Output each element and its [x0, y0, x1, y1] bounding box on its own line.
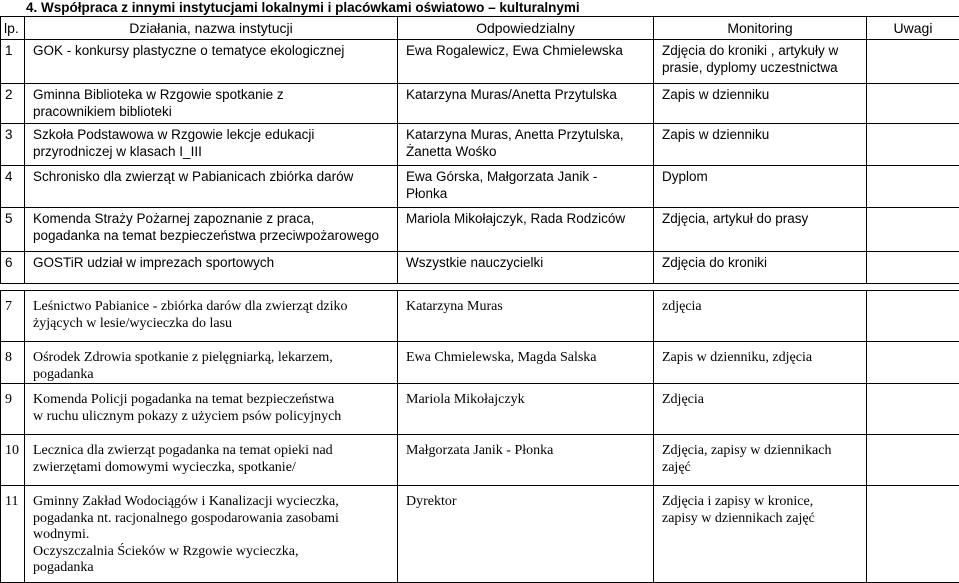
- cell-odpowiedzialny: [398, 166, 654, 208]
- cell-odpowiedzialny: [398, 84, 654, 124]
- cell-odpowiedzialny: [398, 291, 654, 342]
- cell-line: Zdjęcia, artykuł do prasy: [662, 211, 866, 228]
- cell-uwagi: [867, 291, 959, 342]
- cell-line: GOSTiR udział w imprezach sportowych: [33, 255, 397, 272]
- cell-lp: 10: [1, 435, 25, 486]
- cell-odpowiedzialny: [398, 342, 654, 384]
- cell-uwagi: [867, 342, 959, 384]
- cell-line: zdjęcia: [662, 299, 866, 316]
- cell-line: Małgorzata Janik - Płonka: [406, 443, 653, 460]
- cell-line: wodnymi.: [33, 527, 397, 544]
- cell-odpowiedzialny: [398, 124, 654, 166]
- cell-line: Oczyszczalnia Ścieków w Rzgowie wycieczka,: [33, 544, 397, 561]
- cell-dzialania: [25, 124, 398, 166]
- section-gap: [1, 284, 959, 291]
- table-row: [1, 208, 959, 252]
- cell-lp: 9: [1, 384, 25, 435]
- cell-uwagi: [867, 208, 959, 252]
- cell-line: Zdjęcia do kroniki , artykuły w: [662, 43, 866, 60]
- cell-line: Ośrodek Zdrowia spotkanie z pielęgniarką, lekarzem,: [33, 350, 397, 367]
- cell-uwagi: [867, 252, 959, 284]
- cell-dzialania: [25, 252, 398, 284]
- cell-odpowiedzialny: [398, 252, 654, 284]
- cell-line: Dyrektor: [406, 494, 653, 511]
- cell-dzialania: [25, 435, 398, 486]
- cell-line: Szkoła Podstawowa w Rzgowie lekcje edukacji: [33, 127, 397, 144]
- header-monitoring: Monitoring: [654, 17, 867, 40]
- cell-dzialania: [25, 84, 398, 124]
- cell-lp: 7: [1, 291, 25, 342]
- cell-line: Komenda Policji pogadanka na temat bezpieczeństwa: [33, 392, 397, 409]
- cell-line: Ewa Rogalewicz, Ewa Chmielewska: [406, 43, 653, 60]
- cell-line: Gminny Zakład Wodociągów i Kanalizacji wycieczka,: [33, 494, 397, 511]
- cell-line: pracownikiem biblioteki: [33, 104, 397, 121]
- cell-line: pogadanka: [33, 367, 397, 384]
- cell-line: Leśnictwo Pabianice - zbiórka darów dla zwierząt dziko: [33, 299, 397, 316]
- cell-line: Komenda Straży Pożarnej zapoznanie z praca,: [33, 211, 397, 228]
- cell-lp: 3: [1, 124, 25, 166]
- cell-line: żyjących w lesie/wycieczka do lasu: [33, 316, 397, 333]
- cell-odpowiedzialny: [398, 208, 654, 252]
- table-row: [1, 435, 959, 486]
- cell-lp: 11: [1, 486, 25, 583]
- cell-monitoring: [654, 384, 867, 435]
- cell-monitoring: [654, 84, 867, 124]
- table-row: [1, 166, 959, 208]
- cell-dzialania: [25, 486, 398, 583]
- cell-uwagi: [867, 40, 959, 84]
- header-dzialania: Działania, nazwa instytucji: [25, 17, 398, 40]
- header-lp: lp.: [1, 17, 25, 40]
- cell-monitoring: [654, 435, 867, 486]
- section-gap-cell: [1, 284, 959, 291]
- cell-line: Katarzyna Muras, Anetta Przytulska,: [406, 127, 653, 144]
- cell-uwagi: [867, 435, 959, 486]
- cell-uwagi: [867, 486, 959, 583]
- cell-uwagi: [867, 124, 959, 166]
- cell-monitoring: [654, 291, 867, 342]
- cell-line: Zdjęcia i zapisy w kronice,: [662, 494, 866, 511]
- cell-line: Katarzyna Muras/Anetta Przytulska: [406, 87, 653, 104]
- cell-odpowiedzialny: [398, 435, 654, 486]
- cell-line: pogadanka nt. racjonalnego gospodarowania zasobami: [33, 511, 397, 528]
- table-row: [1, 252, 959, 284]
- cell-dzialania: [25, 384, 398, 435]
- cell-monitoring: [654, 252, 867, 284]
- cell-line: Zapis w dzienniku, zdjęcia: [662, 350, 866, 367]
- cell-monitoring: [654, 124, 867, 166]
- table-row: [1, 291, 959, 342]
- cell-dzialania: [25, 166, 398, 208]
- table-row: [1, 84, 959, 124]
- table-row: [1, 342, 959, 384]
- cell-line: pogadanka: [33, 560, 397, 577]
- cell-line: Dyplom: [662, 169, 866, 186]
- cell-lp: 1: [1, 40, 25, 84]
- cell-line: zwierzętami domowymi wycieczka, spotkanie/: [33, 460, 397, 477]
- cell-line: Gminna Biblioteka w Rzgowie spotkanie z: [33, 87, 397, 104]
- cell-dzialania: [25, 40, 398, 84]
- table-row: [1, 124, 959, 166]
- cell-line: Ewa Górska, Małgorzata Janik -: [406, 169, 653, 186]
- cell-lp: 8: [1, 342, 25, 384]
- cell-lp: 5: [1, 208, 25, 252]
- cell-uwagi: [867, 84, 959, 124]
- table-row: [1, 384, 959, 435]
- cell-line: Lecznica dla zwierząt pogadanka na temat opieki nad: [33, 443, 397, 460]
- cell-line: Płonka: [406, 186, 653, 203]
- section-title: 4. Współpraca z innymi instytucjami lokalnymi i placówkami oświatowo – kulturalnymi: [0, 0, 959, 17]
- cell-uwagi: [867, 384, 959, 435]
- cooperation-table: [0, 16, 959, 583]
- cell-line: zapisy w dziennikach zajęć: [662, 511, 866, 528]
- header-odpowiedzialny: Odpowiedzialny: [398, 17, 654, 40]
- cell-odpowiedzialny: [398, 486, 654, 583]
- cell-line: przyrodniczej w klasach I_III: [33, 144, 397, 161]
- cell-line: pogadanka na temat bezpieczeństwa przeciwpożarowego: [33, 228, 397, 245]
- cell-line: Wszystkie nauczycielki: [406, 255, 653, 272]
- cell-monitoring: [654, 486, 867, 583]
- cell-line: Żanetta Wośko: [406, 144, 653, 161]
- table-row: [1, 40, 959, 84]
- cell-line: zajęć: [662, 460, 866, 477]
- cell-line: Zapis w dzienniku: [662, 127, 866, 144]
- cell-dzialania: [25, 208, 398, 252]
- cell-line: Zdjęcia: [662, 392, 866, 409]
- cell-monitoring: [654, 208, 867, 252]
- cell-line: Ewa Chmielewska, Magda Salska: [406, 350, 653, 367]
- cell-line: prasie, dyplomy uczestnictwa: [662, 60, 866, 77]
- cell-odpowiedzialny: [398, 40, 654, 84]
- cell-line: Zapis w dzienniku: [662, 87, 866, 104]
- cell-monitoring: [654, 40, 867, 84]
- cell-odpowiedzialny: [398, 384, 654, 435]
- cell-uwagi: [867, 166, 959, 208]
- cell-line: GOK - konkursy plastyczne o tematyce ekologicznej: [33, 43, 397, 60]
- cell-lp: 2: [1, 84, 25, 124]
- cell-line: Mariola Mikołajczyk, Rada Rodziców: [406, 211, 653, 228]
- cell-lp: 6: [1, 252, 25, 284]
- cell-line: w ruchu ulicznym pokazy z użyciem psów policyjnych: [33, 409, 397, 426]
- cell-line: Zdjęcia do kroniki: [662, 255, 866, 272]
- cell-lp: 4: [1, 166, 25, 208]
- cell-line: Schronisko dla zwierząt w Pabianicach zbiórka darów: [33, 169, 397, 186]
- cell-monitoring: [654, 166, 867, 208]
- cell-dzialania: [25, 291, 398, 342]
- header-row: [1, 17, 959, 40]
- table-row: [1, 486, 959, 583]
- cell-line: Mariola Mikołajczyk: [406, 392, 653, 409]
- cell-monitoring: [654, 342, 867, 384]
- cell-line: Katarzyna Muras: [406, 299, 653, 316]
- cell-dzialania: [25, 342, 398, 384]
- cell-line: Zdjęcia, zapisy w dziennikach: [662, 443, 866, 460]
- header-uwagi: Uwagi: [867, 17, 959, 40]
